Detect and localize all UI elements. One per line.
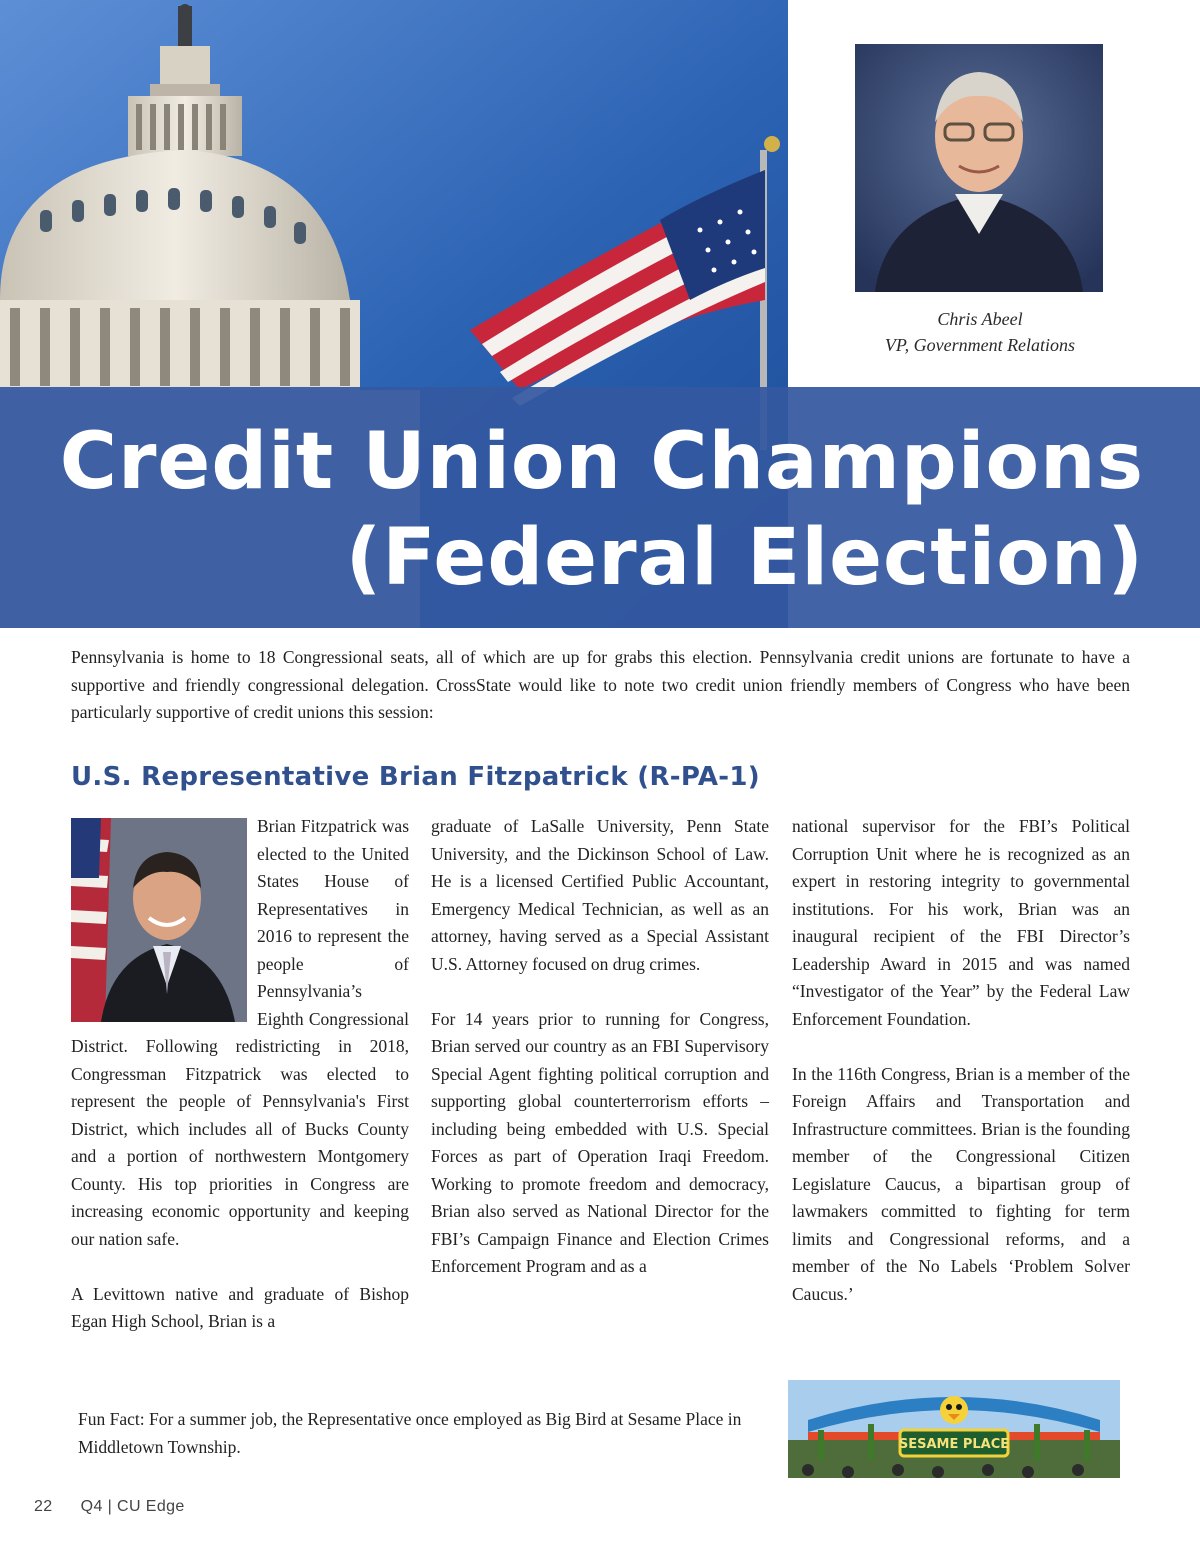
sesame-place-illustration — [788, 1380, 1120, 1478]
col1-paragraph-2: A Levittown native and graduate of Bishop Egan High School, Brian is a — [71, 1283, 409, 1331]
sesame-sign-text: SESAME PLACE — [898, 1437, 1010, 1452]
page-title-line-1: Credit Union Champions — [59, 417, 1144, 507]
col1-paragraph-1: Brian Fitzpatrick was elected to the United States House of Representatives in 2016 to represent the people of Pennsylvania’s Eighth Congressional District. Following redistricting in 2018, Congressman Fitzpatrick was elected to represent the people of Pennsylvania's First District, which includes all of Bucks County and a portion of northwestern Montgomery County. His top priorities in Congress are increasing economic opportunity and keeping our nation safe. — [71, 816, 409, 1249]
col2-paragraph-1: graduate of LaSalle University, Penn State University, and the Dickinson School of Law. He is a licensed Certified Public Accountant, Emergency Medical Technician, as well as an attorney, having served as a Special Assistant U.S. Attorney focused on drug crimes. — [431, 816, 769, 974]
article-column-3 — [792, 813, 1130, 1336]
col3-paragraph-1: national supervisor for the FBI’s Political Corruption Unit where he is recognized as an expert in restoring integrity to governmental institutions. For his work, Brian was an inaugural recipient of the FBI Director’s Leadership Award in 2015 and was named “Investigator of the Year” by the Federal Law Enforcement Foundation. — [792, 816, 1130, 1029]
section-heading: U.S. Representative Brian Fitzpatrick (R-PA-1) — [71, 762, 760, 792]
author-caption — [830, 306, 1130, 358]
author-name: Chris Abeel — [937, 309, 1023, 329]
article-column-2 — [431, 813, 769, 1308]
sesame-place-photo — [788, 1380, 1120, 1478]
publication-name: Q4 | CU Edge — [80, 1498, 185, 1515]
article-column-1 — [71, 813, 409, 1363]
fitzpatrick-portrait — [71, 818, 247, 1022]
col3-paragraph-2: In the 116th Congress, Brian is a member of the Foreign Affairs and Transportation and Infrastructure committees. Brian is the founding member of the Congressional Citizen Legislature Caucus, a bipartisan group of lawmakers committed to fighting for term limits and Congressional reforms, and a member of the No Labels ‘Problem Solver Caucus.’ — [792, 1063, 1130, 1304]
page-title — [60, 414, 1144, 606]
author-portrait-illustration — [855, 44, 1103, 292]
fitzpatrick-portrait-illustration — [71, 818, 247, 1022]
author-portrait — [855, 44, 1103, 292]
page-number: 22 — [34, 1498, 53, 1515]
page-footer — [34, 1498, 213, 1516]
col2-paragraph-2: For 14 years prior to running for Congress, Brian served our country as an FBI Supervisory Special Agent fighting political corruption and supporting global counterterrorism efforts – including being embedded with U.S. Special Forces as part of Operation Iraqi Freedom. Working to promote freedom and democracy, Brian also served as National Director for the FBI’s Campaign Finance and Election Crimes Enforcement Program and as a — [431, 1008, 769, 1276]
page-title-line-2: (Federal Election) — [345, 513, 1144, 603]
author-role: VP, Government Relations — [884, 335, 1076, 355]
fun-fact: Fun Fact: For a summer job, the Representative once employed as Big Bird at Sesame Place in Middletown Township. — [78, 1409, 742, 1457]
intro-paragraph: Pennsylvania is home to 18 Congressional seats, all of which are up for grabs this election. Pennsylvania credit unions are fortunate to have a supportive and friendly congressional delegation. CrossState would like to note two credit union friendly members of Congress who have been particularly supportive of credit unions this session: — [71, 647, 1130, 722]
